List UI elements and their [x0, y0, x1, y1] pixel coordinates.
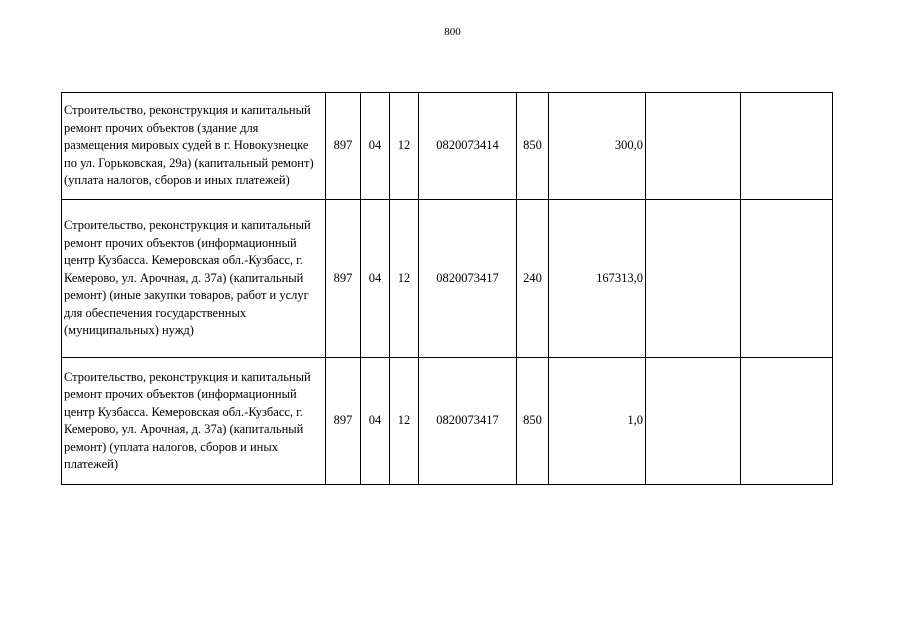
amount-cell: 300,0: [549, 93, 646, 200]
target-code-cell: 0820073414: [419, 93, 517, 200]
empty-cell: [646, 93, 741, 200]
expense-type-cell: 850: [517, 93, 549, 200]
empty-cell: [741, 200, 833, 358]
empty-cell: [646, 200, 741, 358]
budget-table: [61, 92, 833, 485]
amount-cell: 167313,0: [549, 200, 646, 358]
subsection-cell: 12: [390, 200, 419, 358]
row-description: Строительство, реконструкция и капитальный ремонт прочих объектов (информационный центр Кузбасса. Кемеровская обл.-Кузбасс, г. Кемерово, ул. Арочная, д. 37а) (капитальный ремонт) (уплата налогов, сборов и иных платежей): [62, 358, 326, 485]
section-cell: 04: [361, 93, 390, 200]
ministry-code-cell: 897: [326, 200, 361, 358]
target-code-cell: 0820073417: [419, 200, 517, 358]
amount-cell: 1,0: [549, 358, 646, 485]
target-code-cell: 0820073417: [419, 358, 517, 485]
expense-type-cell: 240: [517, 200, 549, 358]
section-cell: 04: [361, 200, 390, 358]
ministry-code-cell: 897: [326, 93, 361, 200]
empty-cell: [741, 358, 833, 485]
empty-cell: [646, 358, 741, 485]
subsection-cell: 12: [390, 358, 419, 485]
subsection-cell: 12: [390, 93, 419, 200]
expense-type-cell: 850: [517, 358, 549, 485]
row-description: Строительство, реконструкция и капитальный ремонт прочих объектов (информационный центр Кузбасса. Кемеровская обл.-Кузбасс, г. Кемерово, ул. Арочная, д. 37а) (капитальный ремонт) (иные закупки товаров, работ и услуг для обеспечения государственных (муниципальных) нужд): [62, 200, 326, 358]
section-cell: 04: [361, 358, 390, 485]
table-row: [62, 200, 833, 358]
table-row: [62, 93, 833, 200]
table-row: [62, 358, 833, 485]
empty-cell: [741, 93, 833, 200]
row-description: Строительство, реконструкция и капитальный ремонт прочих объектов (здание для размещения мировых судей в г. Новокузнецке по ул. Горьковская, 29а) (капитальный ремонт) (уплата налогов, сборов и иных платежей): [62, 93, 326, 200]
ministry-code-cell: 897: [326, 358, 361, 485]
page-number: 800: [444, 26, 461, 38]
